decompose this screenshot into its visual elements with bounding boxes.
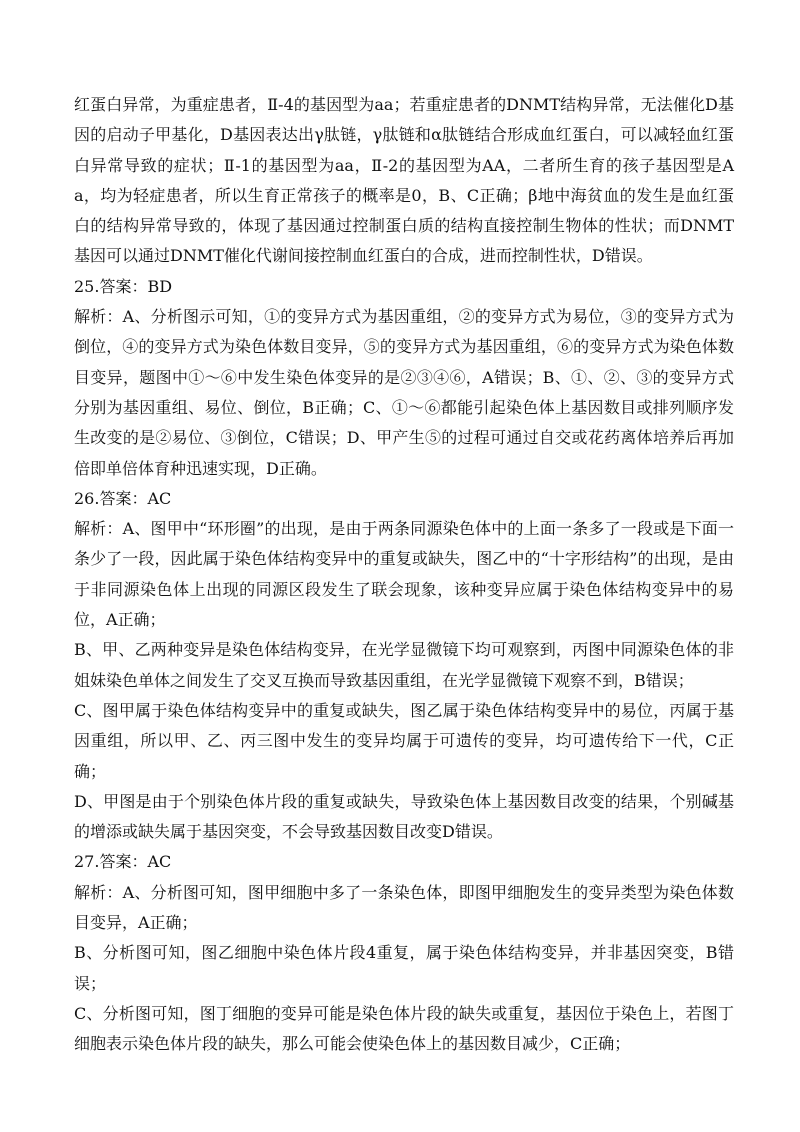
answer-25: 25.答案：BD: [74, 276, 173, 296]
explanation-27-b: B、分析图可知，图乙细胞中染色体片段4重复，属于染色体结构变异，并非基因突变，B错误；: [74, 943, 734, 993]
answer-27: 27.答案：AC: [74, 852, 172, 872]
explanation-26-c: C、图甲属于染色体结构变异中的重复或缺失，图乙属于染色体结构变异中的易位，丙属于基因重组，所以甲、乙、丙三图中发生的变异均属于可遗传的变异，均可遗传给下一代，C正确；: [74, 700, 734, 781]
explanation-25: 解析：A、分析图示可知，①的变异方式为基因重组，②的变异方式为易位，③的变异方式为倒位，④的变异方式为染色体数目变异，⑤的变异方式为基因重组，⑥的变异方式为染色体数目变异，题图中①～⑥中发生染色体变异的是②③④⑥，A错误；B、①、②、③的变异方式分别为基因重组、易位、倒位，B正确；C、①～⑥都能引起染色体上基因数目或排列顺序发生改变的是②易位、③倒位，C错误；D、甲产生⑤的过程可通过自交或花药离体培养后再加倍即单倍体育种迅速实现，D正确。: [74, 307, 734, 478]
answer-26: 26.答案：AC: [74, 488, 172, 508]
paragraph-24-explanation-tail: 红蛋白异常，为重症患者，Ⅱ-4的基因型为aa；若重症患者的DNMT结构异常，无法催化D基因的启动子甲基化，D基因表达出γ肽链，γ肽链和α肽链结合形成血红蛋白，可以减轻血红蛋白异常导致的症状；Ⅱ-1的基因型为aa，Ⅱ-2的基因型为AA，二者所生育的孩子基因型是Aa，均为轻症患者，所以生育正常孩子的概率是0，B、C正确；β地中海贫血的发生是血红蛋白的结构异常导致的，体现了基因通过控制蛋白质的结构直接控制生物体的性状；而DNMT基因可以通过DNMT催化代谢间接控制血红蛋白的合成，进而控制性状，D错误。: [74, 95, 734, 266]
explanation-26-a: 解析：A、图甲中“环形圈”的出现，是由于两条同源染色体中的上面一条多了一段或是下面一条少了一段，因此属于染色体结构变异中的重复或缺失，图乙中的“十字形结构”的出现，是由于非同源染色体上出现的同源区段发生了联会现象，该种变异应属于染色体结构变异中的易位，A正确；: [74, 519, 734, 630]
explanation-27-c: C、分析图可知，图丁细胞的变异可能是染色体片段的缺失或重复，基因位于染色上，若图丁细胞表示染色体片段的缺失，那么可能会使染色体上的基因数目减少，C正确；: [74, 1003, 734, 1054]
explanation-27-a: 解析：A、分析图可知，图甲细胞中多了一条染色体，即图甲细胞发生的变异类型为染色体数目变异，A正确；: [74, 882, 734, 933]
explanation-26-d: D、甲图是由于个别染色体片段的重复或缺失，导致染色体上基因数目改变的结果，个别碱基的增添或缺失属于基因突变，不会导致基因数目改变D错误。: [74, 791, 734, 842]
explanation-26-b: B、甲、乙两种变异是染色体结构变异，在光学显微镜下均可观察到，丙图中同源染色体的非姐妹染色单体之间发生了交叉互换而导致基因重组，在光学显微镜下观察不到，B错误；: [74, 640, 734, 690]
document-page: [74, 90, 734, 1060]
